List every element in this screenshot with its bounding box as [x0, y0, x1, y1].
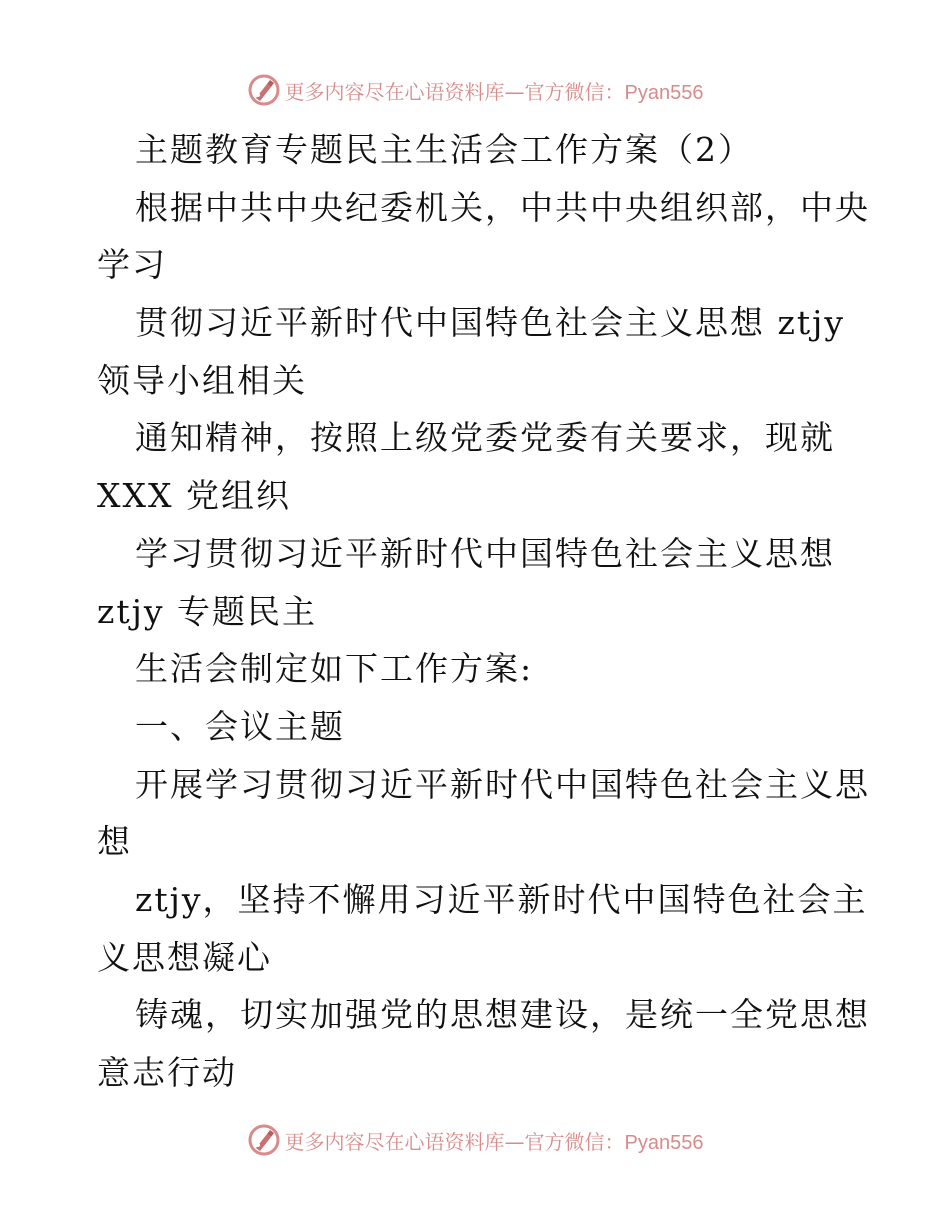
document-line: 意志行动 — [97, 1053, 237, 1092]
document-line: 铸魂，切实加强党的思想建设，是统一全党思想 — [135, 995, 870, 1035]
document-line: 学习贯彻习近平新时代中国特色社会主义思想 — [135, 533, 835, 573]
header-watermark-text — [285, 76, 704, 105]
document-line: 领导小组相关 — [97, 360, 307, 400]
document-line: 通知精神，按照上级党委党委有关要求，现就 — [135, 418, 835, 458]
document-line: 开展学习贯彻习近平新时代中国特色社会主义思 — [135, 764, 870, 804]
document-line: XXX 党组织 — [97, 476, 291, 516]
document-line: 想 — [97, 822, 132, 862]
document-line: 生活会制定如下工作方案: — [135, 649, 534, 689]
footer-watermark-banner — [0, 1120, 950, 1160]
footer-watermark-handle: Pyan556 — [624, 1131, 704, 1154]
document-line: 一、会议主题 — [135, 706, 345, 746]
document-body — [97, 121, 870, 1102]
document-line: ztjy，坚持不懈用习近平新时代中国特色社会主 — [135, 879, 868, 919]
pen-logo-icon — [247, 73, 281, 107]
header-watermark-handle: Pyan556 — [624, 81, 704, 104]
header-watermark-banner — [0, 70, 950, 110]
header-watermark-label: 更多内容尽在心语资料库—官方微信： — [284, 79, 625, 104]
document-line: ztjy 专题民主 — [97, 591, 318, 631]
footer-watermark-text — [285, 1126, 704, 1155]
document-line: 根据中共中央纪委机关，中共中央组织部，中央 — [135, 187, 870, 227]
document-line: 学习 — [97, 245, 167, 285]
document-line: 主题教育专题民主生活会工作方案（2） — [135, 130, 753, 169]
document-line: 贯彻习近平新时代中国特色社会主义思想 ztjy — [135, 303, 846, 343]
footer-watermark-label: 更多内容尽在心语资料库—官方微信： — [284, 1129, 625, 1154]
pen-logo-icon — [247, 1123, 281, 1157]
document-line: 义思想凝心 — [97, 937, 272, 977]
